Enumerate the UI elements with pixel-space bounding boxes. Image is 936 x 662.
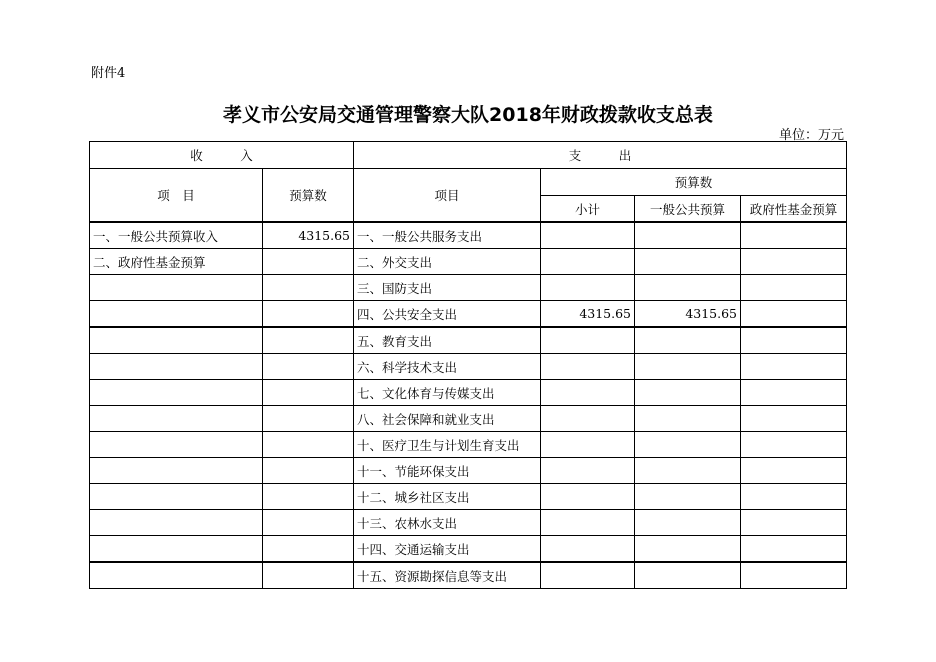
income-budget-cell — [263, 327, 354, 354]
general-budget-cell — [635, 222, 741, 249]
income-budget-cell — [263, 510, 354, 536]
table-row — [90, 458, 847, 484]
income-budget-cell — [263, 458, 354, 484]
subtotal-header: 小计 — [541, 196, 635, 223]
fund-budget-cell — [741, 458, 847, 484]
fund-budget-cell — [741, 354, 847, 380]
general-budget-cell — [635, 354, 741, 380]
income-item-cell — [90, 301, 263, 328]
subtotal-cell — [541, 458, 635, 484]
income-budget-cell — [263, 301, 354, 328]
expense-item-cell: 五、教育支出 — [354, 327, 541, 354]
general-budget-cell — [635, 406, 741, 432]
income-item-cell — [90, 510, 263, 536]
table-row — [90, 275, 847, 301]
subtotal-cell — [541, 562, 635, 589]
subtotal-cell — [541, 536, 635, 563]
header-row-2 — [90, 169, 847, 196]
income-budget-cell — [263, 275, 354, 301]
table-row — [90, 301, 847, 328]
income-item-cell: 二、政府性基金预算 — [90, 249, 263, 275]
general-budget-cell — [635, 249, 741, 275]
general-budget-cell — [635, 432, 741, 458]
income-item-cell — [90, 458, 263, 484]
fund-budget-cell — [741, 301, 847, 328]
budget-table — [89, 141, 847, 589]
income-item-cell — [90, 380, 263, 406]
general-budget-cell — [635, 536, 741, 563]
table-row — [90, 222, 847, 249]
income-budget-cell — [263, 562, 354, 589]
expense-item-cell: 十二、城乡社区支出 — [354, 484, 541, 510]
table-row — [90, 249, 847, 275]
fund-budget-cell — [741, 510, 847, 536]
income-item-cell: 一、一般公共预算收入 — [90, 222, 263, 249]
subtotal-cell — [541, 484, 635, 510]
fund-budget-cell — [741, 327, 847, 354]
item-header: 项 目 — [90, 169, 263, 223]
table-row — [90, 562, 847, 589]
fund-budget-cell — [741, 536, 847, 563]
expense-item-header: 项目 — [354, 169, 541, 223]
expense-item-cell: 七、文化体育与传媒支出 — [354, 380, 541, 406]
general-budget-cell — [635, 275, 741, 301]
subtotal-cell — [541, 380, 635, 406]
income-budget-cell — [263, 484, 354, 510]
expense-item-cell: 三、国防支出 — [354, 275, 541, 301]
income-header: 收 入 — [90, 142, 354, 169]
table-body — [90, 222, 847, 589]
income-item-cell — [90, 354, 263, 380]
income-budget-cell — [263, 536, 354, 563]
table-row — [90, 536, 847, 563]
fund-budget-header: 政府性基金预算 — [741, 196, 847, 223]
table-row — [90, 510, 847, 536]
general-budget-cell — [635, 510, 741, 536]
fund-budget-cell — [741, 406, 847, 432]
general-budget-cell — [635, 562, 741, 589]
general-budget-cell — [635, 458, 741, 484]
table-row — [90, 327, 847, 354]
income-item-cell — [90, 536, 263, 563]
subtotal-cell: 4315.65 — [541, 301, 635, 328]
expense-item-cell: 十四、交通运输支出 — [354, 536, 541, 563]
income-budget-cell — [263, 249, 354, 275]
general-budget-cell — [635, 484, 741, 510]
expense-header: 支 出 — [354, 142, 847, 169]
income-item-cell — [90, 562, 263, 589]
budget-group-header: 预算数 — [541, 169, 847, 196]
fund-budget-cell — [741, 380, 847, 406]
fund-budget-cell — [741, 484, 847, 510]
table-row — [90, 432, 847, 458]
table-row — [90, 354, 847, 380]
expense-item-cell: 十三、农林水支出 — [354, 510, 541, 536]
subtotal-cell — [541, 222, 635, 249]
subtotal-cell — [541, 432, 635, 458]
general-budget-cell — [635, 380, 741, 406]
expense-item-cell: 十五、资源勘探信息等支出 — [354, 562, 541, 589]
fund-budget-cell — [741, 562, 847, 589]
income-budget-cell — [263, 406, 354, 432]
page-title: 孝义市公安局交通管理警察大队2018年财政拨款收支总表 — [223, 104, 713, 126]
expense-item-cell: 十、医疗卫生与计划生育支出 — [354, 432, 541, 458]
subtotal-cell — [541, 275, 635, 301]
general-budget-header: 一般公共预算 — [635, 196, 741, 223]
expense-item-cell: 八、社会保障和就业支出 — [354, 406, 541, 432]
income-item-cell — [90, 406, 263, 432]
income-item-cell — [90, 484, 263, 510]
fund-budget-cell — [741, 249, 847, 275]
unit-label: 单位：万元 — [778, 128, 844, 143]
income-budget-cell — [263, 354, 354, 380]
expense-item-cell: 四、公共安全支出 — [354, 301, 541, 328]
header-row-1 — [90, 142, 847, 169]
income-budget-cell: 4315.65 — [263, 222, 354, 249]
income-item-cell — [90, 327, 263, 354]
income-budget-cell — [263, 432, 354, 458]
subtotal-cell — [541, 354, 635, 380]
subtotal-cell — [541, 406, 635, 432]
income-budget-cell — [263, 380, 354, 406]
fund-budget-cell — [741, 275, 847, 301]
general-budget-cell — [635, 327, 741, 354]
attachment-label: 附件4 — [91, 66, 126, 81]
table-row — [90, 380, 847, 406]
fund-budget-cell — [741, 222, 847, 249]
budget-header: 预算数 — [263, 169, 354, 223]
expense-item-cell: 二、外交支出 — [354, 249, 541, 275]
table-row — [90, 484, 847, 510]
table-row — [90, 406, 847, 432]
expense-item-cell: 一、一般公共服务支出 — [354, 222, 541, 249]
expense-item-cell: 十一、节能环保支出 — [354, 458, 541, 484]
subtotal-cell — [541, 327, 635, 354]
subtotal-cell — [541, 249, 635, 275]
subtotal-cell — [541, 510, 635, 536]
income-item-cell — [90, 275, 263, 301]
fund-budget-cell — [741, 432, 847, 458]
income-item-cell — [90, 432, 263, 458]
general-budget-cell: 4315.65 — [635, 301, 741, 328]
expense-item-cell: 六、科学技术支出 — [354, 354, 541, 380]
